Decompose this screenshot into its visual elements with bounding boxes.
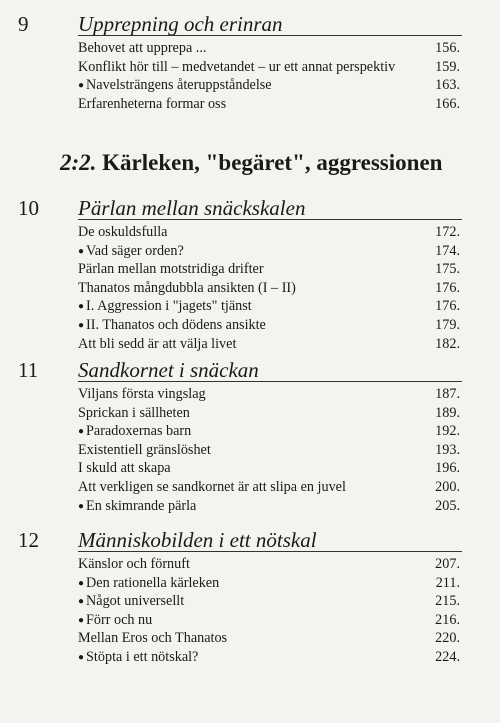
entry-text: Behovet att upprepa ... xyxy=(78,40,207,56)
toc-entry xyxy=(78,76,468,95)
chapter-title: Pärlan mellan snäckskalen xyxy=(78,196,306,220)
entry-text: Viljans första vingslag xyxy=(78,386,206,402)
entry-text: Navelsträngens återuppståndelse xyxy=(86,77,272,94)
entry-page-number: 156. xyxy=(435,40,460,56)
entry-page-number: 174. xyxy=(435,242,460,259)
entry-text: I. Aggression i "jagets" tjänst xyxy=(86,298,252,315)
entry-title xyxy=(78,441,211,460)
entry-text: Förr och nu xyxy=(86,611,153,628)
toc-entry xyxy=(78,441,468,460)
entry-title xyxy=(78,648,198,668)
toc-entry xyxy=(78,404,468,423)
entry-text: Mellan Eros och Thanatos xyxy=(78,630,228,647)
entry-title xyxy=(78,76,272,96)
toc-entry xyxy=(78,574,468,593)
entry-text: Paradoxernas barn xyxy=(86,423,192,440)
entry-title xyxy=(78,422,191,442)
chapter-title: Upprepning och erinran xyxy=(78,12,283,36)
entry-page-number: 216. xyxy=(435,611,460,628)
toc-entry xyxy=(78,629,468,648)
entry-title xyxy=(78,279,296,298)
toc-entry xyxy=(78,459,468,478)
toc-entry xyxy=(78,648,468,667)
entry-text: En skimrande pärla xyxy=(86,497,197,514)
toc-entry xyxy=(78,422,468,441)
entry-title xyxy=(78,574,219,594)
chapter-number: 10 xyxy=(18,196,39,220)
entry-list xyxy=(78,223,468,353)
entry-text: De oskuldsfulla xyxy=(78,224,168,240)
bullet-icon: ● xyxy=(78,614,85,626)
toc-entry xyxy=(78,385,468,404)
entry-page-number: 187. xyxy=(435,386,460,402)
entry-title xyxy=(78,478,346,497)
bullet-icon: ● xyxy=(78,80,85,92)
entry-page-number: 179. xyxy=(435,316,460,333)
entry-title xyxy=(78,404,190,423)
entry-page-number: 166. xyxy=(435,95,460,112)
entry-page-number: 205. xyxy=(435,497,460,514)
bullet-icon: ● xyxy=(78,577,85,589)
toc-entry xyxy=(78,279,468,298)
entry-text: Stöpta i ett nötskal? xyxy=(86,648,199,665)
entry-page-number: 182. xyxy=(435,335,460,352)
entry-page-number: 207. xyxy=(435,556,460,572)
entry-page-number: 192. xyxy=(435,423,460,440)
bullet-icon: ● xyxy=(78,596,85,608)
bullet-icon: ● xyxy=(78,651,85,663)
entry-text: Att verkligen se sandkornet är att slipa en juvel xyxy=(78,478,346,495)
entry-page-number: 176. xyxy=(435,279,460,296)
entry-title xyxy=(78,629,227,648)
bullet-icon: ● xyxy=(78,426,85,438)
entry-title xyxy=(78,555,190,574)
chapter-rule xyxy=(78,35,462,36)
toc-entry xyxy=(78,497,468,516)
entry-text: Sprickan i sällheten xyxy=(78,404,190,421)
entry-page-number: 172. xyxy=(435,224,460,240)
bullet-icon: ● xyxy=(78,500,85,512)
section-number: 2:2. xyxy=(60,150,97,175)
entry-title xyxy=(78,592,184,612)
chapter-rule xyxy=(78,219,462,220)
section-title: Kärleken, "begäret", aggressionen xyxy=(102,150,443,175)
toc-entry xyxy=(78,39,468,58)
entry-title xyxy=(78,260,264,279)
entry-page-number: 189. xyxy=(435,404,460,421)
entry-text: Pärlan mellan motstridiga drifter xyxy=(78,261,264,278)
chapter-number: 11 xyxy=(18,358,39,382)
entry-title xyxy=(78,497,196,517)
entry-page-number: 176. xyxy=(435,298,460,315)
entry-text: Känslor och förnuft xyxy=(78,556,190,572)
chapter-rule xyxy=(78,381,462,382)
entry-page-number: 193. xyxy=(435,441,460,458)
chapter-number: 12 xyxy=(18,528,39,552)
entry-text: Konflikt hör till – medvetandet – ur ett annat perspektiv xyxy=(78,58,396,75)
toc-entry xyxy=(78,242,468,261)
entry-text: Något universellt xyxy=(86,593,185,610)
entry-text: Vad säger orden? xyxy=(86,242,184,259)
entry-title xyxy=(78,385,206,404)
toc-entry xyxy=(78,95,468,114)
toc-entry xyxy=(78,260,468,279)
entry-page-number: 224. xyxy=(435,648,460,665)
entry-list xyxy=(78,385,468,515)
toc-entry xyxy=(78,555,468,574)
entry-title xyxy=(78,335,236,354)
entry-title xyxy=(78,297,252,317)
entry-text: Thanatos mångdubbla ansikten (I – II) xyxy=(78,279,296,296)
toc-entry xyxy=(78,592,468,611)
entry-page-number: 175. xyxy=(435,261,460,278)
toc-entry xyxy=(78,478,468,497)
entry-text: II. Thanatos och dödens ansikte xyxy=(86,316,266,333)
entry-title xyxy=(78,611,152,631)
chapter-rule xyxy=(78,551,462,552)
entry-page-number: 220. xyxy=(435,630,460,647)
chapter-title: Sandkornet i snäckan xyxy=(78,358,259,382)
entry-title xyxy=(78,459,171,478)
entry-text: Erfarenheterna formar oss xyxy=(78,95,227,112)
entry-title xyxy=(78,95,226,114)
toc-entry xyxy=(78,611,468,630)
entry-page-number: 159. xyxy=(435,58,460,75)
entry-page-number: 163. xyxy=(435,77,460,94)
bullet-icon: ● xyxy=(78,301,85,313)
chapter-title: Människobilden i ett nötskal xyxy=(78,528,317,552)
toc-entry xyxy=(78,297,468,316)
entry-title xyxy=(78,242,184,262)
entry-text: Den rationella kärleken xyxy=(86,574,220,591)
entry-list xyxy=(78,39,468,113)
bullet-icon: ● xyxy=(78,319,85,331)
toc-entry xyxy=(78,316,468,335)
entry-page-number: 196. xyxy=(435,460,460,477)
toc-entry xyxy=(78,335,468,354)
bullet-icon: ● xyxy=(78,245,85,257)
entry-title xyxy=(78,223,167,242)
entry-page-number: 200. xyxy=(435,478,460,495)
entry-title xyxy=(78,39,206,58)
entry-title xyxy=(78,58,395,77)
entry-page-number: 211. xyxy=(435,574,460,591)
chapter-number: 9 xyxy=(18,12,29,36)
entry-list xyxy=(78,555,468,667)
entry-title xyxy=(78,316,266,336)
section-heading xyxy=(60,148,442,178)
entry-page-number: 215. xyxy=(435,593,460,610)
toc-entry xyxy=(78,223,468,242)
toc-entry xyxy=(78,58,468,77)
entry-text: Existentiell gränslöshet xyxy=(78,441,211,458)
entry-text: Att bli sedd är att välja livet xyxy=(78,335,237,352)
entry-text: I skuld att skapa xyxy=(78,460,171,477)
